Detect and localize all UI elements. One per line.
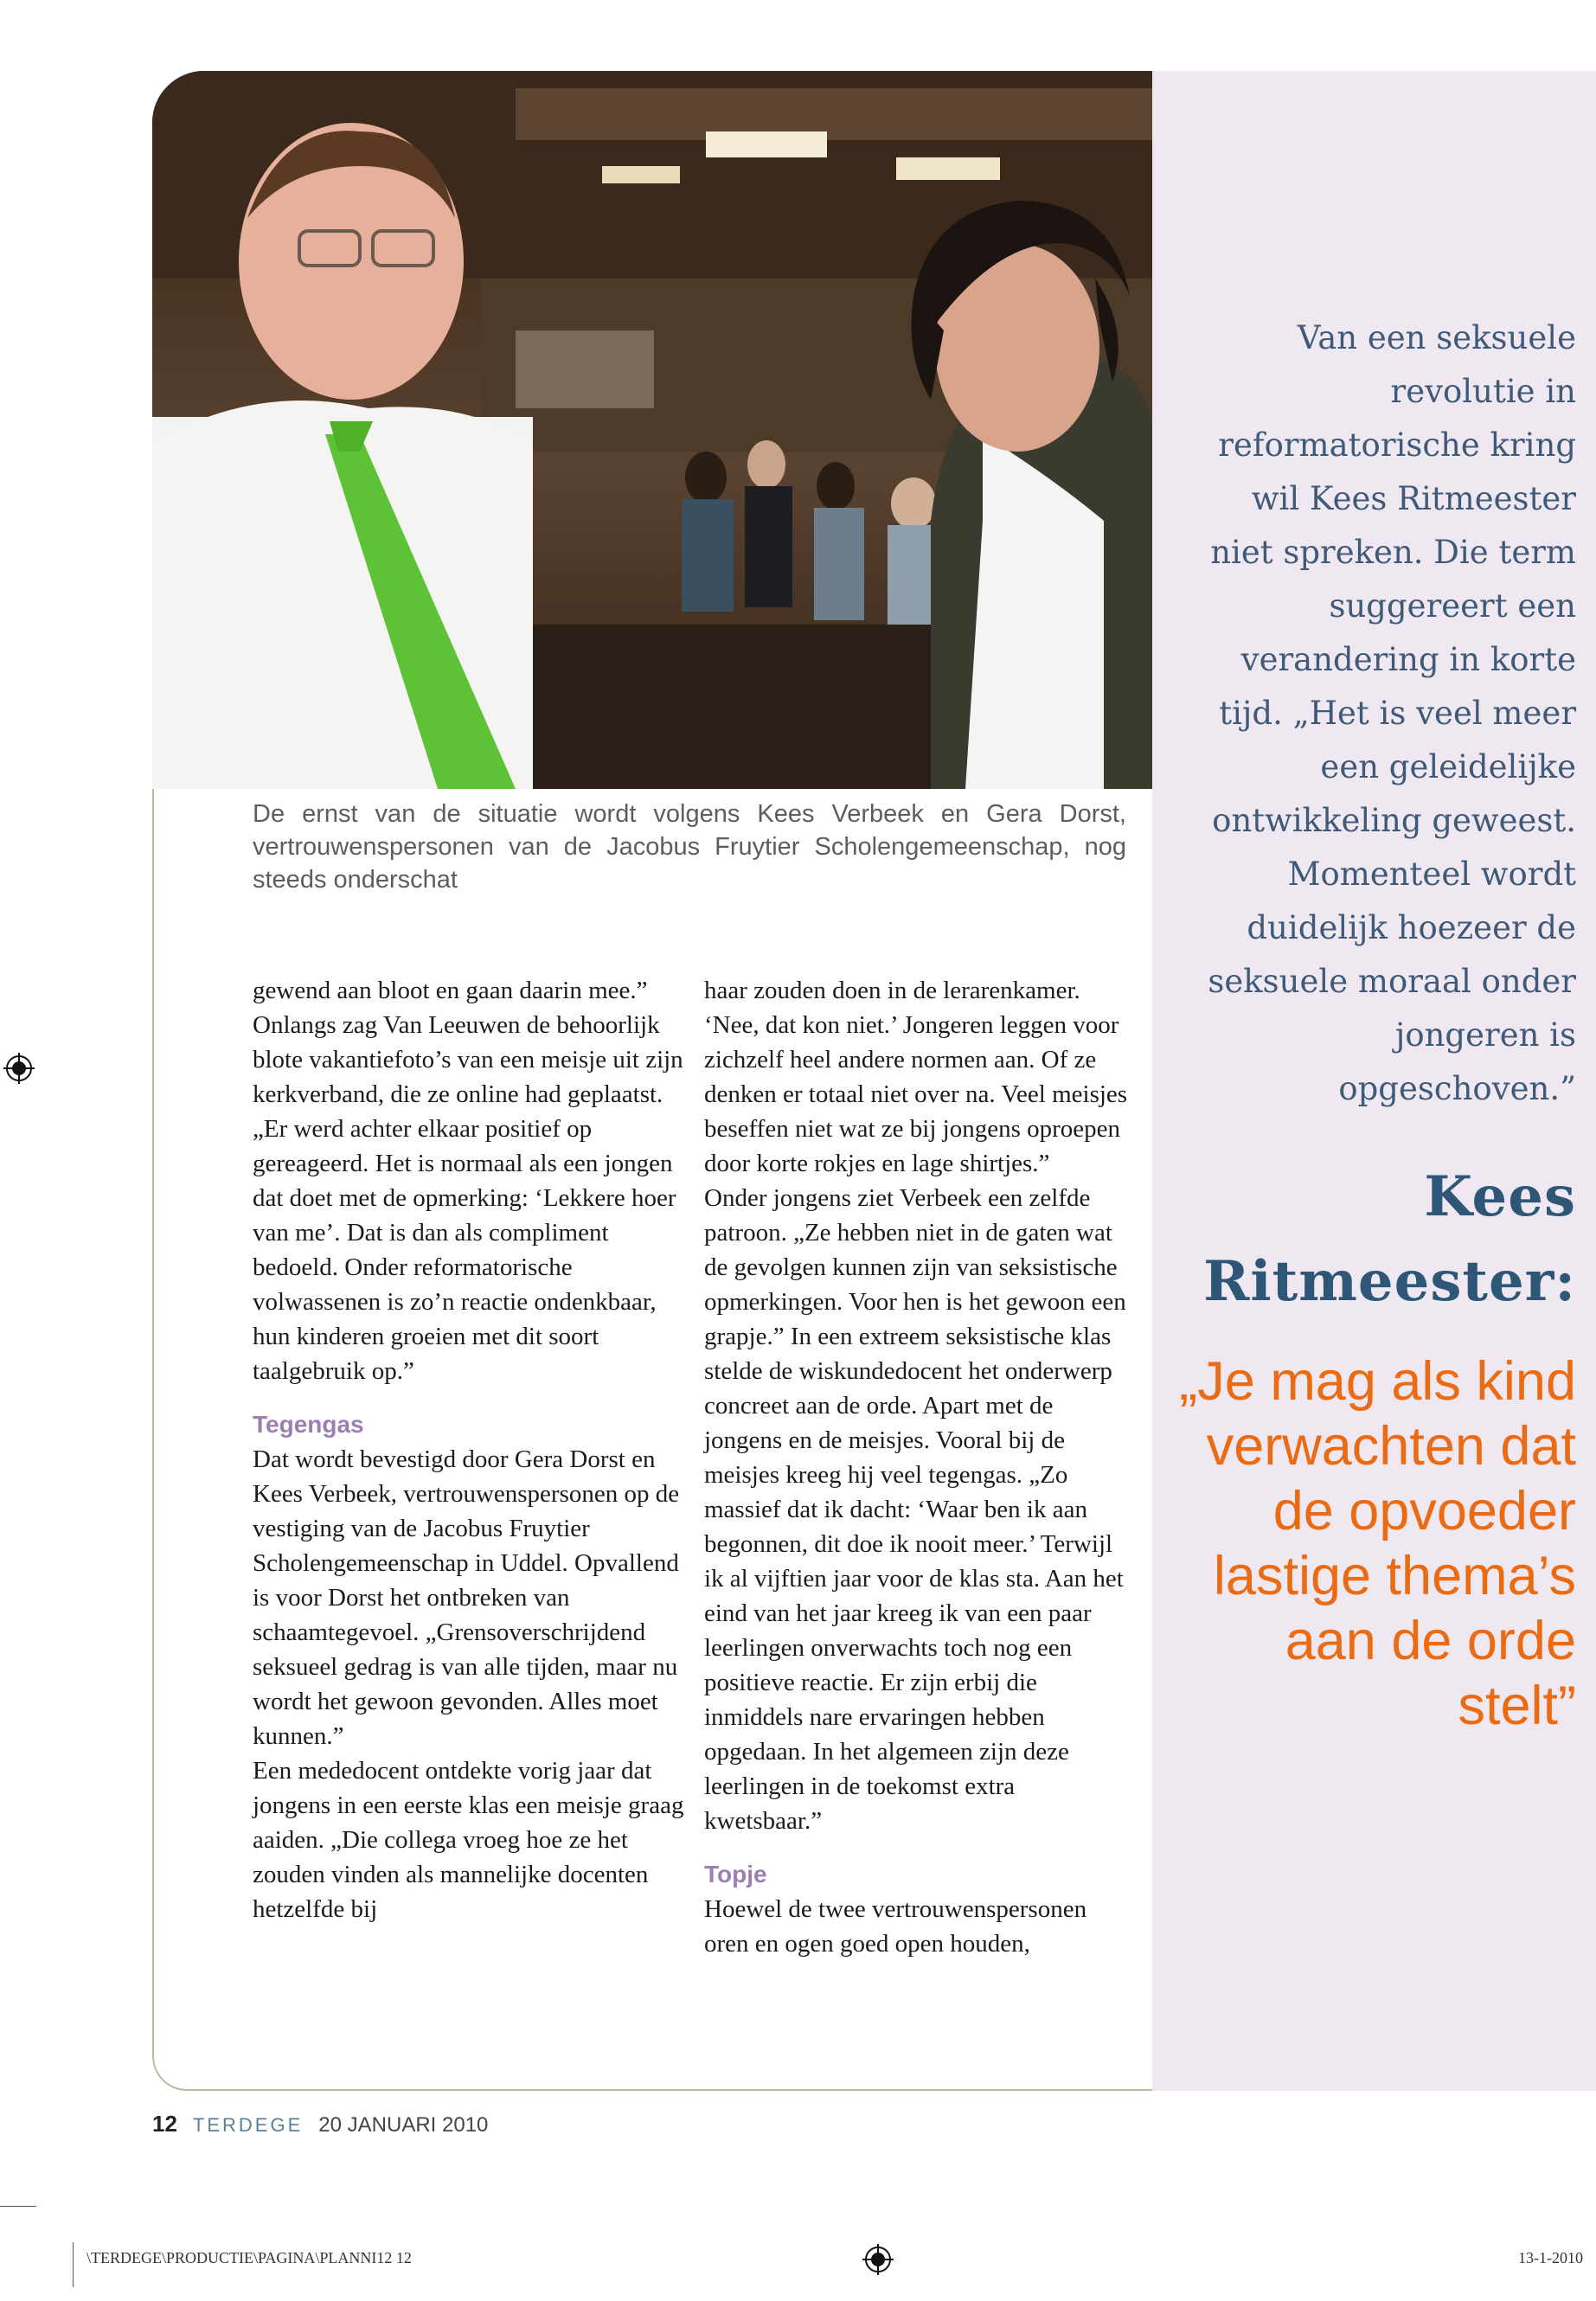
- article-column-left: [253, 973, 685, 1926]
- article-column-middle: [704, 973, 1137, 1961]
- paragraph: Onder jongens ziet Verbeek een zelfde patroon. „Ze hebben niet in de gaten wat de gevolgen kunnen zijn van seksistische opmerkingen. Voor hen is het gewoon een grapje.” In een extreem seksistische klas stelde de wiskundedocent het onderwerp concreet aan de orde. Apart met de jongens en de meisjes. Vooral bij de meisjes kreeg hij veel tegengas. „Zo massief dat ik dacht: ‘Waar ben ik aan begonnen, dit doe ik nooit meer.’ Terwijl ik al vijftien jaar voor de klas sta. Aan het eind van het jaar kreeg ik van een paar leerlingen onverwachts toch nog een positieve reactie. Er zijn erbij die inmiddels nare ervaringen hebben opgedaan. In het algemeen zijn deze leerlingen in de toekomst extra kwetsbaar.”: [704, 1184, 1126, 1835]
- article-photo: [152, 71, 1152, 789]
- pull-quote: „Je mag als kind verwachten dat de opvoeder lastige thema’s aan de orde stelt”: [1179, 1351, 1576, 1736]
- sidebar-intro-quote: Van een seksuele revolutie in reformatorische kring wil Kees Ritmeester niet spreken. Die term suggereert een verandering in korte tijd. „Het is veel meer een geleidelijke ontwikkeling geweest. Momenteel wordt duidelijk hoezeer de seksuele moraal onder jongeren is opgeschoven.”: [1208, 319, 1576, 1107]
- speaker-last-name: Ritmeester:: [1203, 1249, 1576, 1314]
- sidebar-speaker-name: [1159, 1155, 1576, 1324]
- page-number: 12: [152, 2111, 177, 2137]
- paragraph: Onlangs zag Van Leeuwen de behoorlijk blote vakantiefoto’s van een meisje uit zijn kerkverband, die ze online had geplaatst. „Er werd achter elkaar positief op gereageerd. Het is normaal als een jongen dat doet met de opmerking: ‘Lekkere hoer van me’. Dat is dan als compliment bedoeld. Onder reformatorische volwassenen is zo’n reactie ondenkbaar, hun kinderen groeien met dit soort taalgebruik op.”: [253, 1011, 683, 1385]
- photo-icon: [152, 71, 1152, 789]
- registration-mark-icon: [862, 2244, 894, 2275]
- section-heading-topje: Topje: [704, 1861, 767, 1888]
- print-slug-path: \TERDEGE\PRODUCTIE\PAGINA\PLANNI12 12: [87, 2249, 412, 2266]
- paragraph: Hoewel de twee vertrouwenspersonen oren en ogen goed open houden,: [704, 1895, 1087, 1958]
- speaker-first-name: Kees: [1424, 1164, 1576, 1229]
- paragraph: Een mededocent ontdekte vorig jaar dat jongens in een eerste klas een meisje graag aaiden. „Die collega vroeg hoe ze het zouden vinden als mannelijke docenten hetzelfde bij: [253, 1757, 684, 1923]
- trim-mark: [73, 2242, 74, 2287]
- print-slug-date: 13-1-2010: [1518, 2249, 1583, 2266]
- page-folio: [152, 2111, 488, 2138]
- issue-date: 20 JANUARI 2010: [318, 2113, 489, 2137]
- paragraph: gewend aan bloot en gaan daarin mee.”: [253, 977, 648, 1004]
- paragraph: Dat wordt bevestigd door Gera Dorst en Kees Verbeek, vertrouwenspersonen op de vestiging van de Jacobus Fruytier Scholengemeenschap in Uddel. Opvallend is voor Dorst het ontbreken van schaamtegevoel. „Grensoverschrijdend seksueel gedrag is van alle tijden, maar nu wordt het gewoon gevonden. Alles moet kunnen.”: [253, 1445, 680, 1750]
- paragraph: haar zouden doen in de lerarenkamer. ‘Nee, dat kon niet.’ Jongeren leggen voor zichzelf heel andere normen aan. Of ze denken er totaal niet over na. Veel meisjes beseffen niet wat ze bij jongens oproepen door korte rokjes en lage shirtjes.”: [704, 977, 1128, 1177]
- photo-caption: De ernst van de situatie wordt volgens Kees Verbeek en Gera Dorst, vertrouwenspersonen van de Jacobus Fruytier Scholengemeenschap, nog steeds onderschat: [253, 800, 1126, 894]
- registration-mark-icon: [3, 1053, 35, 1084]
- section-heading-tegengas: Tegengas: [253, 1411, 364, 1438]
- magazine-name: TERDEGE: [192, 2114, 304, 2136]
- trim-mark: [0, 2206, 36, 2207]
